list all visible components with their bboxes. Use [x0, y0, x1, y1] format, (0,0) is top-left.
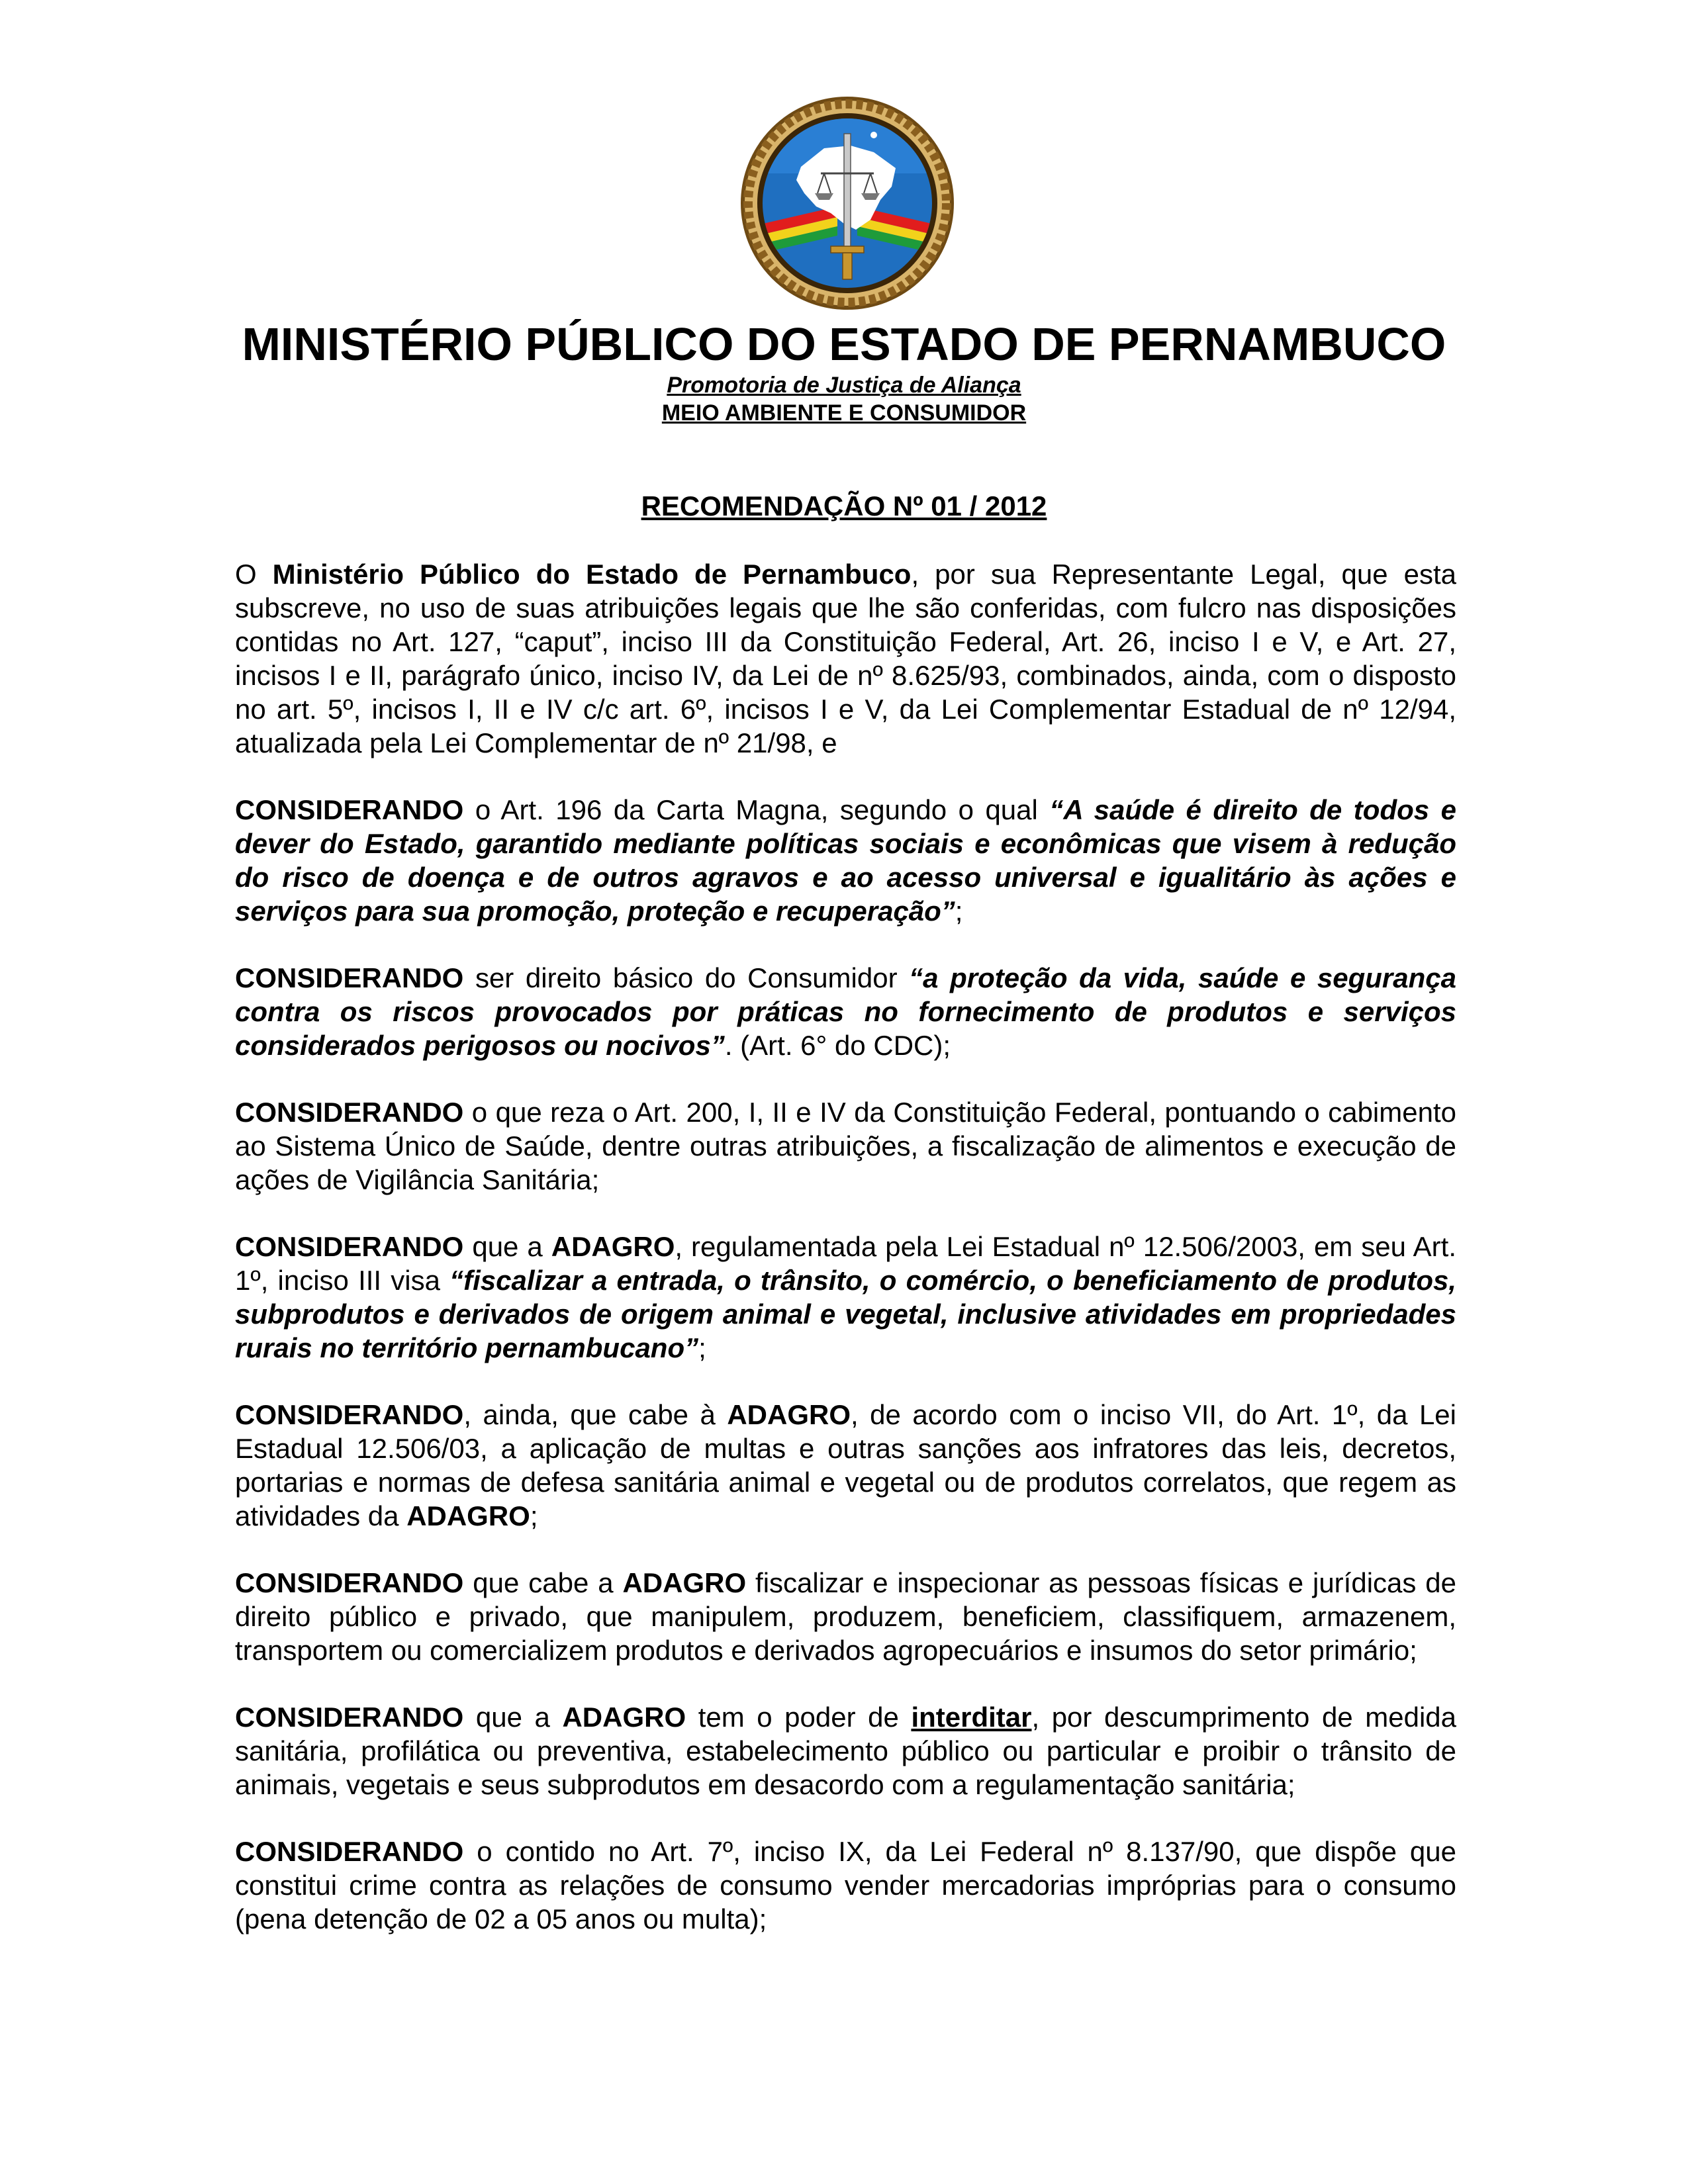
p8-text: o contido no Art. 7º, inciso IX, da Lei Federal nº 8.137/90, que dispõe que constitui crime contra as relações de consumo vender mercadorias impróprias para o consumo (pena detenção de 02 a 05 anos ou multa);: [235, 1836, 1456, 1934]
p3-text: o que reza o Art. 200, I, II e IV da Constituição Federal, pontuando o cabimento ao Sistema Único de Saúde, dentre outras atribuições, a fiscalização de alimentos e execução de ações de Vigilância Sanitária;: [235, 1097, 1456, 1195]
agency-name: ADAGRO: [551, 1231, 675, 1262]
p2-tail: . (Art. 6° do CDC);: [724, 1030, 951, 1061]
considerando-keyword: CONSIDERANDO: [235, 1399, 464, 1430]
p4-quote: “fiscalizar a entrada, o trânsito, o comércio, o beneficiamento de produtos, subprodutos e derivados de origem animal e vegetal, inclusive atividades em propriedades rurais no território pernambucano”: [235, 1265, 1456, 1363]
p2-quote: “a proteção da vida, saúde e segurança contra os riscos provocados por práticas no fornecimento de produtos e serviços considerados perigosos ou nocivos”: [235, 962, 1456, 1061]
p4-b: , regulamentada pela Lei Estadual nº 12.506/2003, em seu Art. 1º, inciso III visa: [235, 1231, 1456, 1296]
p5-b: , de acordo com o inciso VII, do Art. 1º, da Lei Estadual 12.506/03, a aplicação de multas e outras sanções aos infratores das leis, decretos, portarias e normas de defesa sanitária animal e vegetal ou de produtos correlatos, que regem as atividades da: [235, 1399, 1456, 1531]
p1-tail: ;: [955, 895, 963, 927]
office-subtitle: Promotoria de Justiça de Aliança: [667, 373, 1021, 398]
p7-emphasis: interditar: [911, 1702, 1032, 1733]
considerando-paragraph-2: [235, 961, 1456, 1062]
agency-name: ADAGRO: [727, 1399, 851, 1430]
considerando-paragraph-4: [235, 1230, 1456, 1365]
p5-tail: ;: [530, 1500, 538, 1531]
considerando-paragraph-1: [235, 793, 1456, 928]
seal-logo-icon: [738, 94, 957, 312]
considerando-keyword: CONSIDERANDO: [235, 1097, 464, 1128]
p6-b: fiscalizar e inspecionar as pessoas físicas e jurídicas de direito público e privado, que manipulem, produzem, beneficiem, classifiquem, armazenem, transportem ou comercializem produtos e derivados agropecuários e insumos do setor primário;: [235, 1567, 1456, 1666]
considerando-paragraph-3: [235, 1095, 1456, 1197]
p7-b: tem o poder de: [686, 1702, 912, 1733]
intro-lead: O: [235, 559, 273, 590]
considerando-keyword: CONSIDERANDO: [235, 962, 464, 993]
document-heading: RECOMENDAÇÃO Nº 01 / 2012: [641, 490, 1047, 522]
page-title: MINISTÉRIO PÚBLICO DO ESTADO DE PERNAMBUCO: [242, 318, 1446, 370]
considerando-keyword: CONSIDERANDO: [235, 1836, 464, 1867]
considerando-keyword: CONSIDERANDO: [235, 1231, 464, 1262]
considerando-keyword: CONSIDERANDO: [235, 1702, 464, 1733]
considerando-paragraph-5: [235, 1398, 1456, 1533]
agency-name: ADAGRO: [622, 1567, 747, 1598]
p2-text: ser direito básico do Consumidor: [463, 962, 910, 993]
considerando-paragraph-8: [235, 1835, 1456, 1936]
p5-a: , ainda, que cabe à: [463, 1399, 727, 1430]
intro-paragraph: [235, 557, 1456, 760]
agency-name: ADAGRO: [562, 1702, 686, 1733]
p1-quote: “A saúde é direito de todos e dever do Estado, garantido mediante políticas sociais e econômicas que visem à redução do risco de doença e de outros agravos e ao acesso universal e igualitário às ações e serviços para sua promoção, proteção e recuperação”: [235, 794, 1456, 927]
intro-text: , por sua Representante Legal, que esta subscreve, no uso de suas atribuições legais que lhe são conferidas, com fulcro nas disposições contidas no Art. 127, “caput”, inciso III da Constituição Federal, Art. 26, inciso I e V, e Art. 27, incisos I e II, parágrafo único, inciso IV, da Lei de nº 8.625/93, combinados, ainda, com o disposto no art. 5º, incisos I, II e IV c/c art. 6º, incisos I e V, da Lei Complementar Estadual de nº 12/94, atualizada pela Lei Complementar de nº 21/98, e: [235, 559, 1456, 758]
document-body: [235, 557, 1456, 1969]
agency-name: ADAGRO: [406, 1500, 530, 1531]
intro-org: Ministério Público do Estado de Pernambuco: [272, 559, 912, 590]
considerando-keyword: CONSIDERANDO: [235, 794, 464, 825]
p7-c: , por descumprimento de medida sanitária, profilática ou preventiva, estabelecimento público ou particular e proibir o trânsito de animais, vegetais e seus subprodutos em desacordo com a regulamentação sanitária;: [235, 1702, 1456, 1800]
p4-a: que a: [463, 1231, 551, 1262]
considerando-paragraph-7: [235, 1700, 1456, 1801]
department-section: MEIO AMBIENTE E CONSUMIDOR: [661, 400, 1027, 426]
p6-a: que cabe a: [463, 1567, 623, 1598]
considerando-keyword: CONSIDERANDO: [235, 1567, 464, 1598]
p1-text: o Art. 196 da Carta Magna, segundo o qual: [463, 794, 1050, 825]
considerando-paragraph-6: [235, 1566, 1456, 1667]
p7-a: que a: [463, 1702, 563, 1733]
p4-tail: ;: [698, 1332, 706, 1363]
